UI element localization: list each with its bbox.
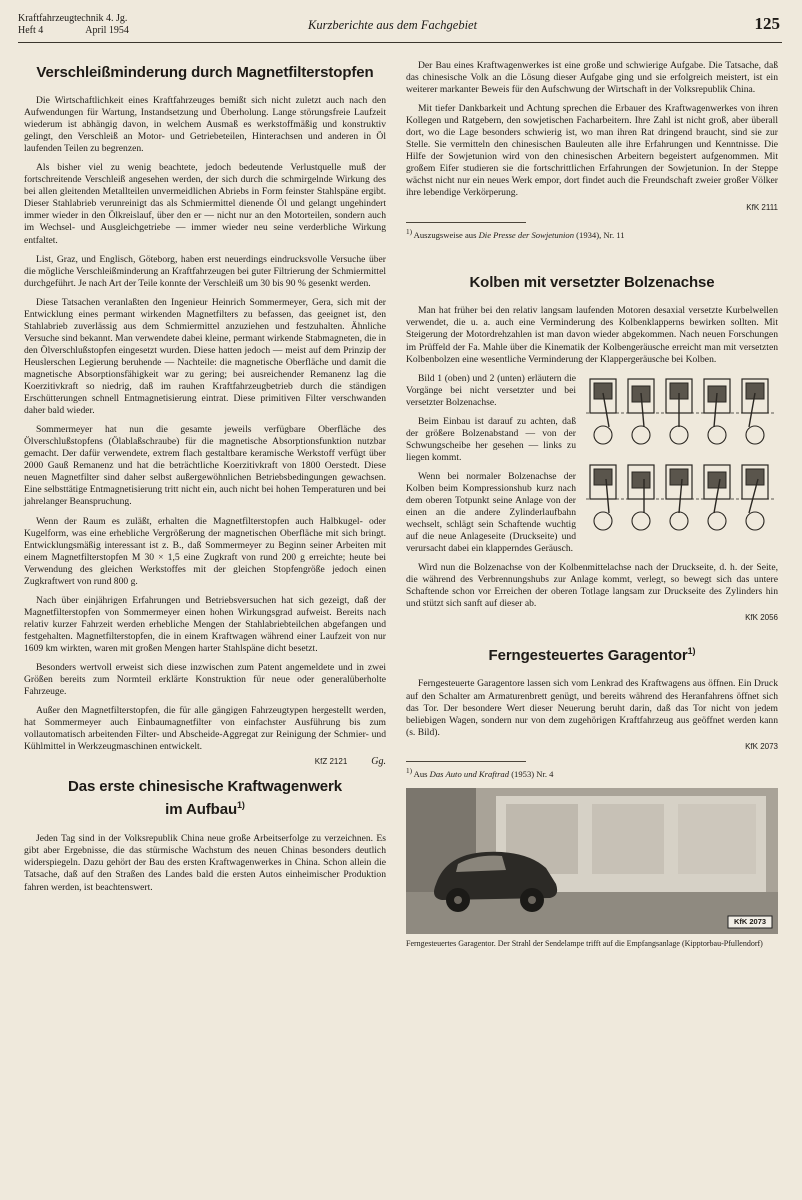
article-3-paragraph: Bild 1 (oben) und 2 (unten) erläutern die Vorgänge bei nicht versetzter und bei versetzter Bolzenachse. [406,372,576,408]
article-3-paragraph: Wird nun die Bolzenachse von der Kolbenmittelachse nach der Druckseite, d. h. der Seite, die während des Verbrennungshubs zur Anlage kommt, verlegt, so bewegt sich das untere Schaftende schon vor Erreichen der oberen Totlage langsam zur Druckseite des Zylinders hin und stützt sich sanft auf dieser ab. [406,562,778,610]
piston-icon [704,465,730,530]
photo-code-label: KfK 2073 [733,916,767,926]
footnote-source: Das Auto und Kraftrad [429,768,510,779]
page-number: 125 [754,14,780,33]
piston-icon [628,465,654,530]
article-3-paragraph: Wenn bei normaler Bolzenachse der Kolben beim Kompressionshub kurz nach dem oberen Totpunkt seine Anlage von der einen an die andere Zylinderlaufbahn wechselt, schlägt sein Schaftende wuchtig auf die neue Anlageseite (Druckseite) und verursacht dabei ein klapperndes Geräusch. [406,470,576,555]
article-2-paragraph: Mit tiefer Dankbarkeit und Achtung sprechen die Erbauer des Kraftwagenwerkes von ihren Kollegen und Ratgebern, den sowjetischen Facharbeitern. Ihre Zahl ist nicht groß, aber überall dort, wo die Lage besonders schwierig ist, wo man ihren Rat dringend braucht, sind sie zur Stelle. Sie vermitteln den chinesischen Bauleuten alle ihre Erfahrungen und Kenntnisse. Die Hilfe der Sowjetunion wird von den chinesischen Arbeitern begeistert aufgenommen. Mit großem Eifer studieren sie die fortschrittlichen Erfahrungen der Sowjetunion. In der Steppe wächst nicht nur ein neues Werk empor, dort findet auch die Freundschaft zweier großer Völker ihre lebendige Verkörperung. [406,103,778,199]
journal-name: Kraftfahrzeugtechnik 4. Jg. [18,13,128,24]
journal-info [18,13,129,37]
article-1-paragraph: Als bisher viel zu wenig beachtete, jedoch bedeutende Verlustquelle muß der fortschreitende Verschleiß angesehen werden, der sich durch die schmirgelnde Wirkung des bei allen gleitenden Metallteilen unvermeidlichen Abriebs in Form feinster Stahlspäne ergibt. Dieser Stahlabrieb verunreinigt das als Schmiermittel dienende Öl und gelangt ungehindert immer wieder in den Ölkreislauf, über den er — nicht nur an den Motorteilen, sondern auch im Wechsel- und Ausgleichgetriebe — immer wieder neu seine verderbliche Wirkung entfaltet. [24,162,386,246]
article-3-title: Kolben mit versetzter Bolzenachse [469,274,715,292]
article-3-signature: KfK 2056 [745,613,778,623]
piston-icon [666,465,692,530]
issue-line [18,25,129,37]
article-2-paragraph: Der Bau eines Kraftwagenwerkes ist eine große und schwierige Aufgabe. Die Tatsache, daß das chinesische Volk an die Lösung dieser Aufgabe ging und sie erfolgreich meistert, ist ein weiterer markanter Beweis für den Aufschwung der Wirtschaft in der Volksrepublik China. [406,60,778,96]
article-1-initials: Gg. [371,756,386,768]
left-column [24,54,386,901]
piston-icon [666,379,692,444]
footnote-source: Die Presse der Sowjetunion [478,229,574,240]
article-3-paragraph: Beim Einbau ist darauf zu achten, daß der größere Bolzenabstand — von der Schwungscheibe her gesehen — links zu liegen kommt. [406,415,576,463]
article-1-paragraph: Nach über einjährigen Erfahrungen und Betriebsversuchen hat sich gezeigt, daß der Magnetfilterstopfen von Sommermeyer einen hohen Wirkungsgrad aufweist. Bereits nach relativ kurzer Fahrzeit werden erhebliche Mengen der Stahlabriebteilchen abgefangen und festgehalten. Magnetfilterstopfen, die in einem Kraftwagen während einer Laufzeit von nur 1609 km wirkten, waren mit großen Mengen harter Stahlspäne dicht besetzt. [24,594,386,654]
article-4-paragraph: Ferngesteuerte Garagentore lassen sich vom Lenkrad des Kraftwagens aus öffnen. Ein Druck auf den Schalter am Armaturenbrett genügt, und bereits während des Heranfahrens öffnet sich das Tor. Der besondere Wert dieser Neuerung beruht darin, daß das Tor nicht von jedem beliebigen Wagen, sondern nur von dem zugehörigen Kraftfahrzeug aus geöffnet werden kann (s. Bild). [406,678,778,738]
footnote-tail: (1934), Nr. 11 [576,229,625,240]
article-2-title-footnote-mark: 1) [237,800,245,811]
piston-row-2 [586,465,774,530]
section-title: Kurzberichte aus dem Fachgebiet [308,18,478,32]
footnote-tail: (1953) Nr. 4 [511,768,554,779]
article-1-paragraph: List, Graz, und Englisch, Göteborg, haben erst neuerdings eindrucksvolle Versuche über die mögliche Verschleißminderung an Kraftfahrzeugen bei guter Filtrierung der Schmiermittel durchgeführt. Je nach Art der Teile konnte der Verschleiß um 30 bis 90 % gesenkt werden. [24,253,386,289]
footnote-text: Aus [413,768,428,779]
article-4-title-footnote-mark: 1) [687,646,696,657]
article-2-title [24,777,386,819]
article-1-signature [24,756,386,767]
piston-icon [742,379,768,444]
piston-diagram [582,373,778,543]
footnote-mark: 1) [406,766,412,775]
issue-number: Heft 4 [18,25,44,36]
photo-caption: Ferngesteuertes Garagentor. Der Strahl der Sendelampe trifft auf die Empfangsanlage (Kipptorbau-Pfullendorf) [406,938,763,948]
piston-icon [628,379,654,444]
piston-icon [704,379,730,444]
article-1-paragraph: Außer den Magnetfilterstopfen, die für alle gängigen Fahrzeugtypen hergestellt werden, hat Sommermeyer auch Einbaumagnetfilter von einfachster Ausführung bis zum vollautomatisch arbeitenden Filter- und Abscheide-Aggregat zur Reinigung der Schmier- und Kühlmittel in Werkzeugmaschinen entwickelt. [24,705,386,753]
article-1-code: KfZ 2121 [314,757,348,767]
article-1-paragraph: Wenn der Raum es zuläßt, erhalten die Magnetfilterstopfen auch Halbkugel- oder Kugelform, was eine erhebliche Vergrößerung der magnetischen Oberfläche mit sich bringt. Entwicklungsmäßig interessant ist z. B., daß Sommermeyer zu Beginn seiner Arbeiten mit einem Magnetfilterstopfen M 30 × 1,5 eine Zugkraft von rund 200 g erreichte; heute bei Verwendung des gleichen Werkstoffes mit der gleichen Stopfengröße jedoch einen Zugkraftwert von rund 800 g. [24,515,386,587]
article-1-paragraph: Diese Tatsachen veranlaßten den Ingenieur Heinrich Sommermeyer, Gera, sich mit der Entwicklung eines permant wirkenden Magnetfilters zu befassen, das geeignet ist, den Stahlabrieb zuverlässig aus dem Schmiermittel anzuziehen und festzuhalten. Ähnliche Versuche sind bekannt. Man verwendete dabei kleine, permant wirkende Stabmagneten, die in den Ölverschlußstopfen eingesetzt wurden. Diese hatten jedoch — meist auf dem Prinzip der Heuslerschen Legierung beruhende — Nachteile: die magnetische Oberfläche und damit die magnetische Absorptionsfähigkeit war zu gering; bei ausreichender Remanenz lag die Koerzitivkraft so niedrig, daß im rauhen Kraftfahrzeugbetrieb durch die ständigen Erschütterungen schnell Entmagnetisierung eintrat. Diese primitiven Filter verschwanden daher bald wieder. [24,296,386,417]
footnote-mark: 1) [406,227,412,236]
figure-side-text [406,373,576,471]
garage-photo [406,788,778,934]
issue-date: April 1954 [85,25,129,36]
article-4-signature: KfK 2073 [745,741,778,751]
piston-icon [590,379,616,444]
article-1-paragraph: Besonders wertvoll erweist sich diese inzwischen zum Patent angemeldete und in zwei Größen bereits zum Normteil erklärte Konstruktion für neue oder generalüberholte Fahrzeuge. [24,662,386,698]
article-1-title: Verschleißminderung durch Magnetfilterstopfen [36,64,374,81]
article-2-paragraph: Jeden Tag sind in der Volksrepublik China neue große Arbeitserfolge zu verzeichnen. Es gibt aber Ergebnisse, die das stürmische Wachstum des neuen Chinas besonders deutlich widerspiegeln. Dazu gehört der Bau des ersten Kraftwagenwerkes in China. Schon allein die Tatsache, daß auf den Straßen des Landes bald die ersten Autos einheimischer Produktion fahren werden, ist beachtenswert. [24,833,386,893]
piston-icon [742,465,768,530]
piston-row-1 [586,379,774,444]
article-4-title [406,646,778,664]
page-header [18,8,782,43]
piston-icon [590,465,616,530]
article-2-title-line2: im Aufbau [165,801,238,819]
article-2-footnote [406,222,625,241]
right-column [406,60,778,949]
article-1-paragraph: Die Wirtschaftlichkeit eines Kraftfahrzeuges bemißt sich nicht zuletzt auch nach den Aufwendungen für Wartung, Instandsetzung und Überholung. Lange störungsfreie Laufzeit wiederum ist abhängig davon, in welchem Ausmaß es werkstoffmäßig und konstruktiv gelingt, den Verschleiß an Motor- und Getriebeteilen, Hinterachsen und anderen in Öl laufenden Teilen zu begrenzen. [24,95,386,155]
article-1-paragraph: Sommermeyer hat nun die gesamte jeweils verfügbare Oberfläche des Ölverschlußstopfens (Ölablaßschraube) für die magnetische Absorptionsfunktion nutzbar gemacht. Der dafür verwendete, extrem flach gestaltbare keramische Werkstoff verfügt über 2000 Gauß Remanenz und hat die beträchtliche Koerzitivkraft von 1800 Oerstedt. Diese neuen Magnetfilter sind daher selbst außergewöhnlichen Betriebsbedingungen gewachsen. Eine selbsttätige Entmagnetisierung tritt nicht ein, auch nicht bei hohen Temperaturen und bei jahrelanger Beanspruchung. [24,424,386,508]
article-3-intro: Man hat früher bei den relativ langsam laufenden Motoren desaxial versetzte Kurbelwellen verwendet, die u. a. auch eine Verminderung des Kolbenklapperns bewirken sollten. Mit Steigerung der Motordrehzahlen ist man davon wieder abgekommen. Nach neuen Forschungen im Prüffeld der Fa. Mahle über die Kinematik der Kolbengeräusche erreicht man mit versetzten Kolbenbolzen eine wesentliche Verminderung der Klappergeräusche bei Kolben. [406,305,778,365]
article-2-title-line1: Das erste chinesische Kraftwagenwerk [67,778,343,796]
garage-photo-illustration [406,788,778,934]
piston-figure-block [406,373,778,563]
article-4-footnote [406,761,554,780]
article-4-title-text: Ferngesteuertes Garagentor [488,647,688,665]
article-2-signature: KfK 2111 [746,202,778,212]
footnote-text: Auszugsweise aus [413,229,477,240]
